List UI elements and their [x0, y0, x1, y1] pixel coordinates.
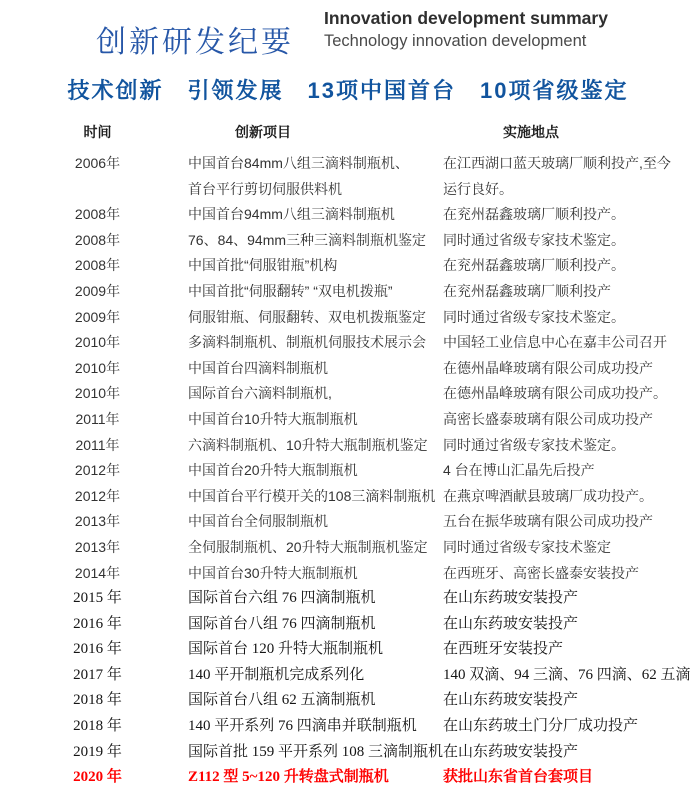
project-cell: [185, 433, 443, 459]
year-cell: 2008年: [74, 206, 121, 223]
project-cell: [185, 356, 443, 382]
project-cell-line: 国际首批 159 平开系列 108 三滴制瓶机: [188, 743, 444, 760]
project-cell-line: 国际首台六组 76 四滴制瓶机: [188, 590, 376, 607]
project-cell-line: 中国首台四滴料制瓶机: [188, 359, 328, 376]
location-cell-line: 在兖州磊鑫玻璃厂顺利投产。: [443, 257, 625, 274]
project-cell: [185, 714, 443, 740]
location-cell: [443, 356, 696, 382]
project-cell-line: 多滴料制瓶机、制瓶机伺服技术展示会: [188, 334, 426, 351]
project-cell-line: 140 平开系列 76 四滴串并联制瓶机: [188, 718, 417, 735]
location-cell: [443, 253, 696, 279]
table-row: [0, 714, 696, 740]
table-row: [0, 740, 696, 766]
year-cell: 2018 年: [73, 718, 122, 735]
year-cell: 2011年: [75, 410, 120, 427]
table-row: [0, 612, 696, 638]
project-cell: [185, 253, 443, 279]
year-cell: 2017 年: [73, 666, 122, 683]
project-cell: [185, 535, 443, 561]
project-cell-line: 国际首台 120 升特大瓶制瓶机: [188, 641, 384, 658]
location-cell: [443, 202, 696, 228]
table-row: [0, 330, 696, 356]
project-cell-line: 中国首台94mm八组三滴料制瓶机: [188, 206, 395, 223]
table-row: [0, 561, 696, 587]
year-cell: 2009年: [74, 282, 121, 299]
title-chinese: 创新研发纪要: [96, 25, 294, 60]
year-cell: 2014年: [74, 564, 121, 581]
table-body: [0, 151, 696, 791]
project-cell-line: 国际首台六滴料制瓶机,: [188, 385, 332, 402]
location-cell: [443, 586, 696, 612]
location-cell-line: 在山东药玻土门分厂成功投产: [443, 718, 639, 735]
location-cell-line: 在西班牙、高密长盛泰安装投产: [443, 564, 639, 581]
location-cell-line: 同时通过省级专家技术鉴定: [443, 538, 611, 555]
table-row: [0, 356, 696, 382]
location-cell-line: 在兖州磊鑫玻璃厂顺利投产: [443, 282, 611, 299]
project-cell-line: 中国首批“伺服翻转” “双电机拨瓶”: [188, 282, 393, 299]
project-cell-line: Z112 型 5~120 升转盘式制瓶机: [188, 769, 389, 786]
column-header-time: 时间: [83, 124, 112, 140]
table-row: [0, 688, 696, 714]
location-cell: [443, 509, 696, 535]
project-cell: [185, 407, 443, 433]
project-cell-line: 中国首台平行模开关的108三滴料制瓶机: [188, 487, 436, 504]
title-english: [324, 6, 608, 51]
location-cell: [443, 765, 696, 791]
location-cell-line: 在燕京啤酒献县玻璃厂成功投产。: [443, 487, 653, 504]
project-cell-line: 国际首台八组 76 四滴制瓶机: [188, 615, 376, 632]
project-cell-line: 中国首批“伺服钳瓶”机构: [188, 257, 338, 274]
project-cell: [185, 202, 443, 228]
table-row: [0, 151, 696, 202]
year-cell: 2011年: [75, 436, 120, 453]
project-cell: [185, 663, 443, 689]
project-cell: [185, 151, 443, 202]
location-cell: [443, 407, 696, 433]
year-cell: 2008年: [74, 257, 121, 274]
title-english-line2: Technology innovation development: [324, 32, 587, 50]
project-cell: [185, 765, 443, 791]
year-cell: 2012年: [74, 487, 121, 504]
location-cell-line: 同时通过省级专家技术鉴定。: [443, 231, 625, 248]
location-cell: [443, 330, 696, 356]
project-cell-line: 中国首台全伺服制瓶机: [188, 513, 328, 530]
location-cell-line: 在山东药玻安装投产: [443, 615, 579, 632]
location-cell: [443, 535, 696, 561]
location-cell-line: 在山东药玻安装投产: [443, 692, 579, 709]
project-cell: [185, 484, 443, 510]
project-cell-line: 国际首台八组 62 五滴制瓶机: [188, 692, 376, 709]
location-cell: [443, 458, 696, 484]
location-cell: [443, 151, 696, 202]
location-cell-line: 高密长盛泰玻璃有限公司成功投产: [443, 410, 653, 427]
location-cell-line: 在山东药玻安装投产: [443, 743, 579, 760]
year-cell: 2015 年: [73, 590, 122, 607]
year-cell: 2018 年: [73, 692, 122, 709]
project-cell: [185, 740, 443, 766]
project-cell: [185, 381, 443, 407]
project-cell: [185, 561, 443, 587]
location-cell: [443, 484, 696, 510]
location-cell: [443, 688, 696, 714]
column-header-project: 创新项目: [235, 124, 291, 140]
year-cell: 2010年: [74, 359, 121, 376]
year-cell: 2008年: [74, 231, 121, 248]
table-row: [0, 407, 696, 433]
year-cell: 2009年: [74, 308, 121, 325]
project-cell-line: 中国首台20升特大瓶制瓶机: [188, 462, 358, 479]
location-cell-line: 140 双滴、94 三滴、76 四滴、62 五滴: [443, 666, 691, 683]
table-row: [0, 433, 696, 459]
location-cell-line: 在兖州磊鑫玻璃厂顺利投产。: [443, 206, 625, 223]
project-cell-line: 中国首台30升特大瓶制瓶机: [188, 564, 358, 581]
table-row: [0, 381, 696, 407]
project-cell-line: 首台平行剪切伺服供料机: [188, 180, 342, 197]
location-cell-line: 在西班牙安装投产: [443, 641, 564, 658]
location-cell-line: 4 台在博山汇晶先后投产: [443, 462, 595, 479]
year-cell: 2010年: [74, 385, 121, 402]
year-cell: 2016 年: [73, 615, 122, 632]
project-cell: [185, 228, 443, 254]
project-cell: [185, 305, 443, 331]
table-row: [0, 202, 696, 228]
location-cell-line: 五台在振华玻璃有限公司成功投产: [443, 513, 653, 530]
year-cell: 2013年: [74, 538, 121, 555]
year-cell: 2010年: [74, 334, 121, 351]
location-cell-line: 在山东药玻安装投产: [443, 590, 579, 607]
table-row: [0, 637, 696, 663]
location-cell: [443, 279, 696, 305]
location-cell-line: 在德州晶峰玻璃有限公司成功投产。: [443, 385, 667, 402]
table-row: [0, 484, 696, 510]
project-cell-line: 中国首台10升特大瓶制瓶机: [188, 410, 358, 427]
year-cell: 2019 年: [73, 743, 122, 760]
location-cell-line: 在德州晶峰玻璃有限公司成功投产: [443, 359, 653, 376]
project-cell: [185, 612, 443, 638]
project-cell-line: 全伺服制瓶机、20升特大瓶制瓶机鉴定: [188, 538, 428, 555]
table-row: [0, 458, 696, 484]
location-cell-line: 中国轻工业信息中心在嘉丰公司召开: [443, 334, 667, 351]
project-cell: [185, 637, 443, 663]
project-cell: [185, 458, 443, 484]
location-cell: [443, 740, 696, 766]
location-cell-line: 获批山东省首台套项目: [443, 769, 594, 786]
location-cell-line: 同时通过省级专家技术鉴定。: [443, 308, 625, 325]
slogan: 技术创新 引领发展 13项中国首台 10项省级鉴定: [67, 78, 629, 103]
project-cell: [185, 509, 443, 535]
project-cell: [185, 586, 443, 612]
location-cell: [443, 663, 696, 689]
location-cell: [443, 561, 696, 587]
location-cell: [443, 381, 696, 407]
table-row: [0, 765, 696, 791]
project-cell: [185, 279, 443, 305]
year-cell: 2016 年: [73, 641, 122, 658]
project-cell-line: 140 平开制瓶机完成系列化: [188, 666, 365, 683]
project-cell-line: 伺服钳瓶、伺服翻转、双电机拨瓶鉴定: [188, 308, 426, 325]
table-row: [0, 509, 696, 535]
table-row: [0, 253, 696, 279]
project-cell-line: 76、84、94mm三种三滴料制瓶机鉴定: [188, 231, 427, 248]
location-cell: [443, 228, 696, 254]
project-cell: [185, 330, 443, 356]
location-cell-line: 运行良好。: [443, 180, 513, 197]
location-cell: [443, 612, 696, 638]
table-row: [0, 305, 696, 331]
table-row: [0, 663, 696, 689]
table-row: [0, 228, 696, 254]
table-row: [0, 586, 696, 612]
location-cell: [443, 714, 696, 740]
column-header-location: 实施地点: [503, 124, 559, 140]
year-cell: 2013年: [74, 513, 121, 530]
document-header: [0, 0, 696, 61]
year-cell: 2020 年: [73, 769, 122, 786]
title-english-line1: Innovation development summary: [324, 8, 608, 28]
table-row: [0, 279, 696, 305]
year-cell: 2012年: [74, 462, 121, 479]
location-cell: [443, 637, 696, 663]
project-cell-line: 六滴料制瓶机、10升特大瓶制瓶机鉴定: [188, 436, 428, 453]
project-cell: [185, 688, 443, 714]
location-cell: [443, 433, 696, 459]
project-cell-line: 中国首台84mm八组三滴料制瓶机、: [188, 155, 409, 171]
year-cell: 2006年: [74, 155, 121, 171]
table-header: [0, 122, 696, 142]
location-cell-line: 同时通过省级专家技术鉴定。: [443, 436, 625, 453]
table-row: [0, 535, 696, 561]
location-cell: [443, 305, 696, 331]
location-cell-line: 在江西湖口蓝天玻璃厂顺利投产,至今: [443, 155, 671, 171]
